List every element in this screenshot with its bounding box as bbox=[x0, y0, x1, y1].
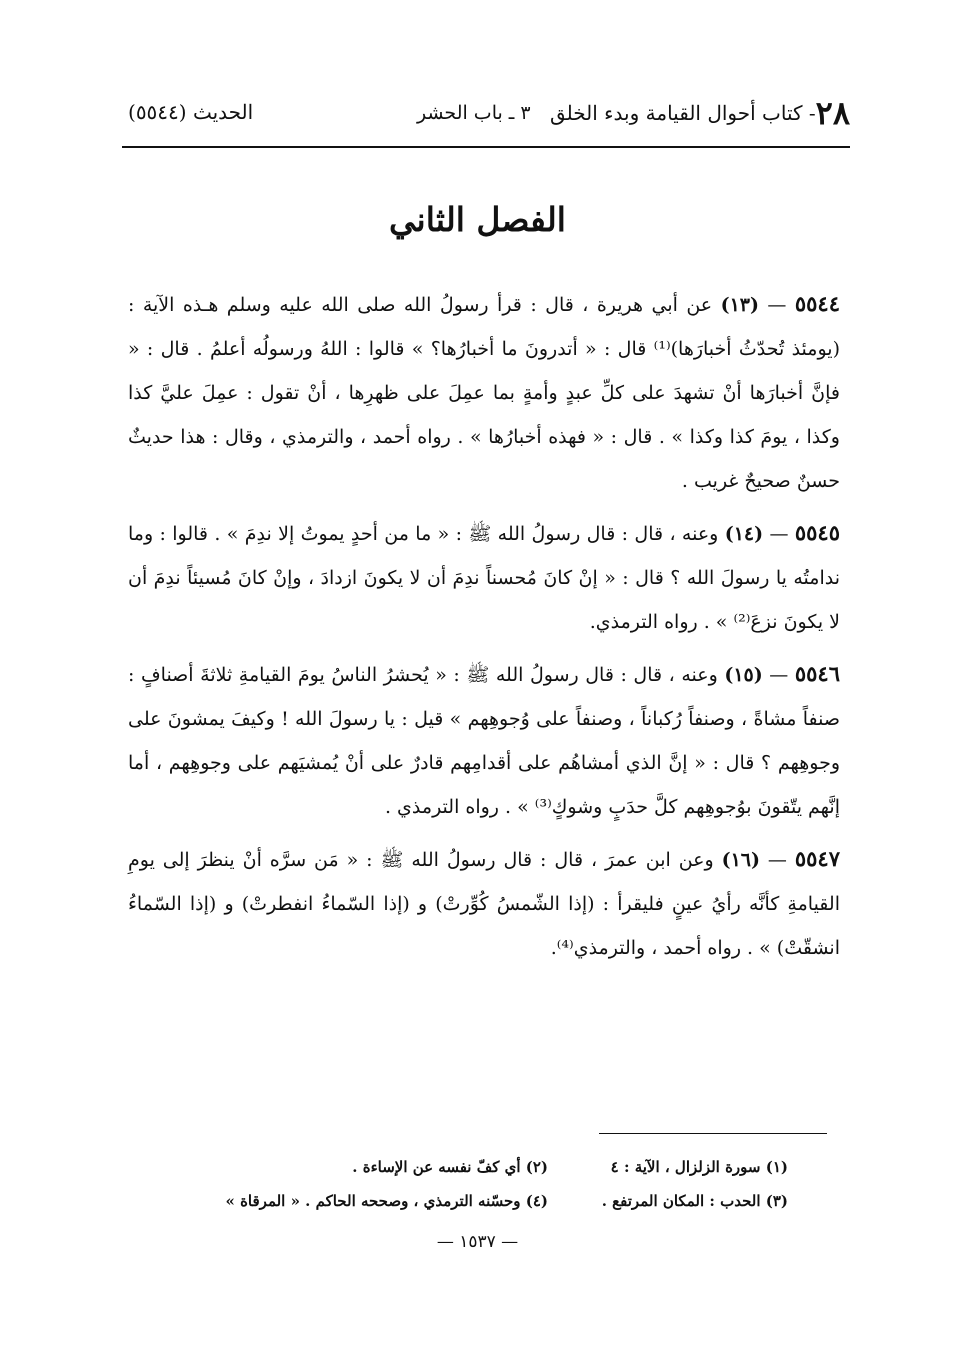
hadith-entry: ٥٥٤٧ — (١٦) وعن ابن عمرَ ، قال : قال رسولُ الله ﷺ : « مَن سرَّه أنْ ينظرَ إلى يومِ القيامةِ كأنَّه رأيُ عينٍ فليقرأ : (إذا الشّمسُ كُوِّرتْ) و (إذا السّماءُ انفطرتْ) و (إذا السّماءُ انشقّتْ) » . رواه أحمد ، والترمذي⁽⁴⁾. bbox=[128, 846, 840, 959]
hadith-text: وعن ابن عمرَ ، قال : قال رسولُ الله ﷺ : « مَن سرَّه أنْ ينظرَ إلى يومِ القيامةِ كأنَّه رأيُ عينٍ فليقرأ : (إذا الشّمسُ كُوِّرتْ) و (إذا السّماءُ انفطرتْ) و (إذا السّماءُ انشقّتْ) » . رواه أحمد ، والترمذي⁽⁴⁾. bbox=[128, 849, 840, 959]
hadith-number: ٥٥٤٧ bbox=[794, 846, 840, 871]
footnote: (١) سورة الزلزال ، الآية : ٤ bbox=[610, 1158, 788, 1176]
page-header bbox=[122, 90, 850, 148]
footnote: (٢) أي كفّ نفسه عن الإساءة . bbox=[352, 1158, 548, 1176]
chapter-title: ٣ ـ باب الحشر bbox=[417, 102, 531, 124]
hadith-list bbox=[128, 282, 840, 978]
hadith-sub-number: (١٤) bbox=[724, 523, 764, 545]
hadith-sub-number: (١٣) bbox=[720, 294, 759, 316]
footnote: (٣) الحدب : المكان المرتفع . bbox=[601, 1192, 788, 1210]
hadith-reference: الحديث (٥٥٤٤) bbox=[128, 100, 254, 124]
hadith-number: ٥٥٤٦ bbox=[794, 661, 840, 686]
footnote: (٤) وحسّنه الترمذي ، وصححه الحاكم . « المرقاة » bbox=[225, 1192, 548, 1210]
footnote-row bbox=[128, 1184, 788, 1218]
hadith-sub-number: (١٦) bbox=[721, 849, 761, 871]
hadith-entry: ٥٥٤٥ — (١٤) وعنه ، قال : قال رسولُ الله ﷺ : « ما من أحدٍ يموتُ إلا ندِمَ » . قالوا : وما ندامتُه يا رسولَ الله ؟ قال : « إنْ كانَ مُحسناً ندِمَ أن لا يكونَ ازدادَ ، وإنْ كانَ مُسيئاً ندِمَ أن لا يكونَ نزعَ⁽²⁾ » . رواه الترمذي. bbox=[128, 520, 840, 633]
hadith-text: وعنه ، قال : قال رسولُ الله ﷺ : « ما من أحدٍ يموتُ إلا ندِمَ » . قالوا : وما ندامتُه يا رسولَ الله ؟ قال : « إنْ كانَ مُحسناً ندِمَ أن لا يكونَ ازدادَ ، وإنْ كانَ مُسيئاً ندِمَ أن لا يكونَ نزعَ⁽²⁾ » . رواه الترمذي. bbox=[128, 523, 840, 633]
footnote-divider bbox=[599, 1133, 827, 1134]
hadith-number: ٥٥٤٤ bbox=[794, 291, 840, 316]
hadith-number: ٥٥٤٥ bbox=[794, 520, 840, 545]
footnotes bbox=[128, 1150, 788, 1218]
hadith-text: وعنه ، قال : قال رسولُ الله ﷺ : « يُحشرُ الناسُ يومَ القيامةِ ثلاثةَ أصنافٍ : صنفاً مشاةً ، وصنفاً رُكباناً ، وصنفاً على وُجوهِهم » قيل : يا رسولَ الله ! وكيفَ يمشونَ على وجوهِهم ؟ قال : « إنَّ الذي أمشاهُم على أقدامِهم قادرٌ على أنْ يُمشيَهم على وجوهِهم ، أما إنَّهم يتّقونَ بوُجوهِهم كلَّ حدَبٍ وشوكٍ⁽³⁾ » . رواه الترمذي . bbox=[128, 664, 840, 818]
hadith-text: عن أبي هريرة ، قال : قرأ رسولُ الله صلى الله عليه وسلم هـذه الآية : (يومئذ تُحدّثُ أخبارَها)⁽¹⁾ قال : « أتدرونَ ما أخبارُها؟ » قالوا : اللهُ ورسولُه أعلمُ . قال : « فإنَّ أخبارَها أنْ تشهدَ على كلِّ عبدٍ وأمةٍ بما عمِلَ على ظهرِها ، أنْ تقول : عمِلَ عليَّ كذا وكذا ، يومَ كذا وكذا » . قال : « فهذه أخبارُها » . رواه أحمد ، والترمذي ، وقال : هذا حديثٌ حسنٌ صحيحٌ غريب . bbox=[128, 294, 840, 492]
book-title-text: - كتاب أحوال القيامة وبدء الخلق bbox=[549, 101, 816, 125]
hadith-sub-number: (١٥) bbox=[724, 664, 763, 686]
book-number: ٢٨ bbox=[815, 94, 850, 132]
book-title bbox=[550, 94, 850, 132]
footnote-row bbox=[128, 1150, 788, 1184]
page-number: — ١٥٣٧ — bbox=[436, 1232, 519, 1252]
hadith-entry: ٥٥٤٦ — (١٥) وعنه ، قال : قال رسولُ الله ﷺ : « يُحشرُ الناسُ يومَ القيامةِ ثلاثةَ أصنافٍ : صنفاً مشاةً ، وصنفاً رُكباناً ، وصنفاً على وُجوهِهم » قيل : يا رسولَ الله ! وكيفَ يمشونَ على وجوهِهم ؟ قال : « إنَّ الذي أمشاهُم على أقدامِهم قادرٌ على أنْ يُمشيَهم على وجوهِهم ، أما إنَّهم يتّقونَ بوُجوهِهم كلَّ حدَبٍ وشوكٍ⁽³⁾ » . رواه الترمذي . bbox=[128, 661, 840, 818]
hadith-entry: ٥٥٤٤ — (١٣) عن أبي هريرة ، قال : قرأ رسولُ الله صلى الله عليه وسلم هـذه الآية : (يومئذ تُحدّثُ أخبارَها)⁽¹⁾ قال : « أتدرونَ ما أخبارُها؟ » قالوا : اللهُ ورسولُه أعلمُ . قال : « فإنَّ أخبارَها أنْ تشهدَ على كلِّ عبدٍ وأمةٍ بما عمِلَ على ظهرِها ، أنْ تقول : عمِلَ عليَّ كذا وكذا ، يومَ كذا وكذا » . قال : « فهذه أخبارُها » . رواه أحمد ، والترمذي ، وقال : هذا حديثٌ حسنٌ صحيحٌ غريب . bbox=[128, 291, 840, 492]
section-title: الفصل الثاني bbox=[389, 200, 566, 239]
